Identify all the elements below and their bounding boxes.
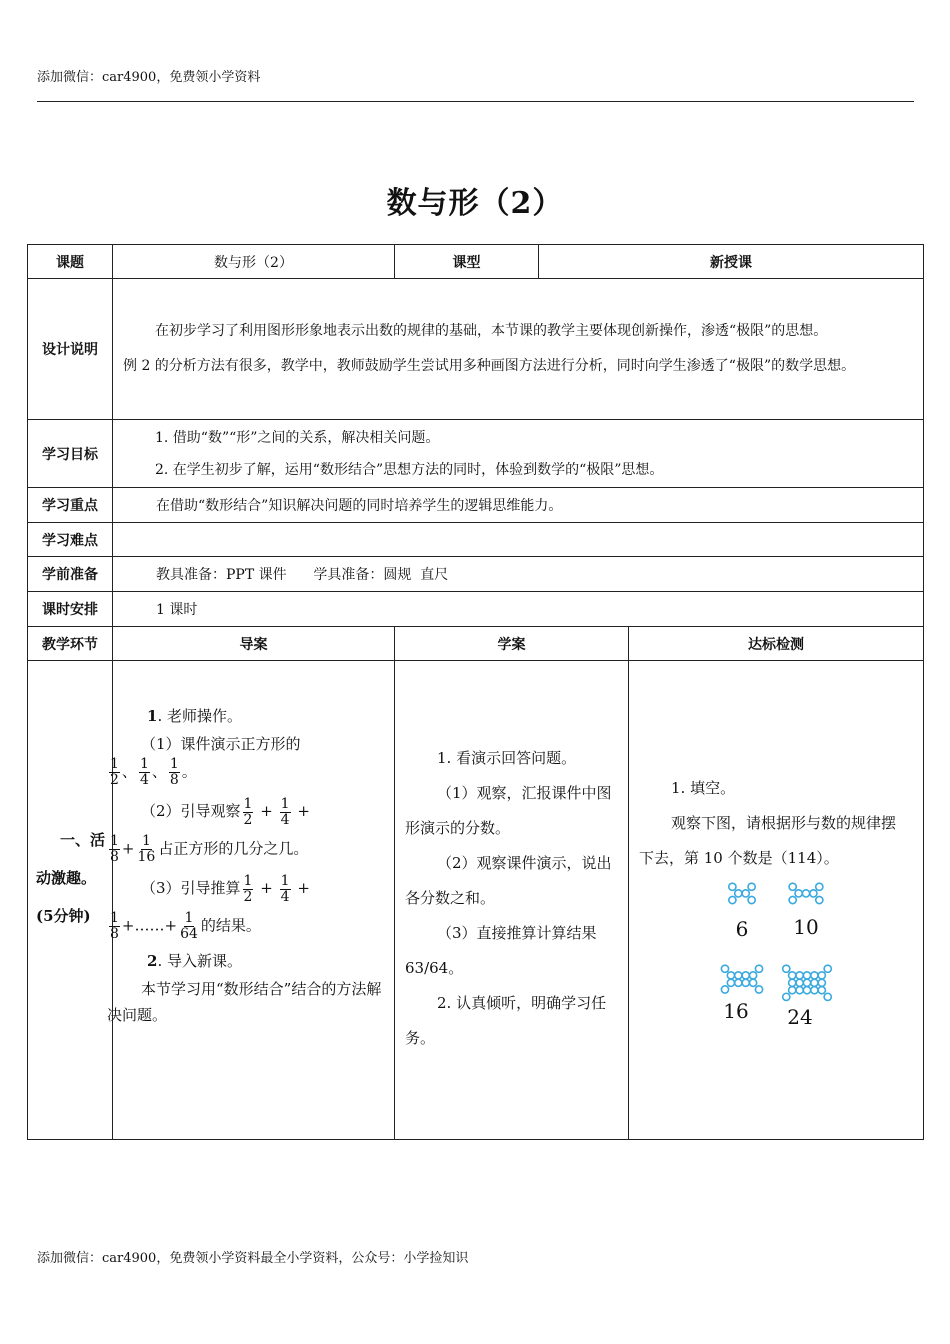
footer-note: 添加微信：car4900，免费领小学资料最全小学资料，公众号：小学捡知识 [37,1251,469,1266]
pattern-dot [750,972,757,979]
goal-2: 2. 在学生初步了解，运用“数形结合”思想方法的同时，体验到数学的“极限”思想。 [155,461,664,478]
pattern-4-count: 24 [787,1005,813,1029]
guide-step-2 [141,946,382,976]
study-item-1a: （1）观察，汇报课件中图形演示的分数。 [405,784,612,837]
focus-label: 学习重点 [28,488,113,523]
row-time [28,592,924,627]
row-goals [28,420,924,488]
guide-step-1-text: . 老师操作。 [157,707,242,725]
guide-step-2-text: . 导入新课。 [157,952,242,970]
pattern-corner-dot [783,965,790,972]
pattern-2-count: 10 [793,915,819,939]
pattern-dot [803,972,810,979]
focus-value: 在借助“数形结合”知识解决问题的同时培养学生的逻辑思维能力。 [113,488,924,523]
pattern-3 [717,962,767,1023]
pattern-3-count: 16 [723,999,749,1023]
guide-sub-2-cont: $\frac{1}{8}$ + $\frac{1}{16}$ 占正方形的几分之几。 [110,833,309,865]
stage-header: 教学环节 [28,627,113,661]
pattern-corner-dot [816,896,823,903]
pattern-dot [742,972,749,979]
prep-value: 教具准备：PPT 课件 学具准备：圆规 直尺 [113,557,924,592]
design-paragraph-2: 例 2 的分析方法有很多，教学中，教师鼓励学生尝试用多种画图方法进行分析，同时向学生渗透了“极限”的数学思想。 [123,358,856,374]
guide-sub-2: （2）引导观察 $\frac{1}{2}$ + $\frac{1}{4}$ + [141,795,310,828]
guide-step-2-num: 2 [147,952,158,970]
pattern-corner-dot [816,883,823,890]
row-topic [28,245,924,279]
guide-step-1 [141,701,382,731]
header-divider [37,101,914,102]
guide-sub-3-cont: $\frac{1}{8}$ +……+ $\frac{1}{64}$ 的结果。 [110,910,261,942]
pattern-dot [727,972,734,979]
header-note: 添加微信：car4900，免费领小学资料 [37,70,261,85]
pattern-dot [803,979,810,986]
pattern-corner-dot [789,896,796,903]
activity-stage-text: 一、活动激趣。(5分钟) [36,831,106,925]
pattern-dot [818,979,825,986]
pattern-corner-dot [748,883,755,890]
row-design [28,279,924,420]
pattern-dot [796,979,803,986]
difficulty-value [113,523,924,557]
activity-check [629,661,924,1140]
pattern-corner-dot [748,896,755,903]
row-focus [28,488,924,523]
pattern-dot [727,979,734,986]
pattern-dot [818,972,825,979]
pattern-dot [789,979,796,986]
pattern-2-dots [781,880,831,912]
pattern-dot [802,890,809,897]
lesson-type-label: 课型 [395,245,539,279]
pattern-dot [818,987,825,994]
guide-sub-1-fractions: $\frac{1}{2}$ 、 $\frac{1}{4}$ 、 $\frac{1}{8}$ 。 [110,756,197,788]
study-item-1c: （3）直接推算计算结果 63/64。 [405,924,597,977]
pattern-dot [810,890,817,897]
fraction-1-2: $\frac{1}{2}$ [110,756,119,788]
guide-sub-3-tail: 的结果。 [200,916,261,935]
row-section-header [28,627,924,661]
pattern-corner-dot [755,986,762,993]
pattern-dot [803,987,810,994]
pattern-corner-dot [729,896,736,903]
study-item-1b: （2）观察课件演示，说出各分数之和。 [405,854,612,907]
guide-step-1-num: 1 [147,707,158,725]
pattern-corner-dot [729,883,736,890]
activity-guide [107,661,395,1140]
pattern-dot [742,890,749,897]
pattern-corner-dot [721,986,728,993]
guide-sub-3-text: （3）引导推算 [141,879,241,897]
document-title: 数与形（2） [386,186,564,221]
topic-label: 课题 [28,245,113,279]
time-value: 1 课时 [113,592,924,627]
pattern-dot [735,972,742,979]
prep-label: 学前准备 [28,557,113,592]
guide-sub-1-text: （1）课件演示正方形的 [141,735,301,753]
goal-1: 1. 借助“数”“形”之间的关系，解决相关问题。 [155,429,440,446]
pattern-corner-dot [721,965,728,972]
pattern-4 [781,962,833,1029]
pattern-1 [717,880,767,941]
study-item-2: 2. 认真倾听，明确学习任务。 [405,994,607,1047]
pattern-dot [742,979,749,986]
goals-text [113,420,924,488]
pattern-2 [781,880,831,939]
row-activity [28,661,924,1140]
guide-step-2-body: 本节学习用“数形结合”结合的方法解决问题。 [107,980,382,1024]
design-text [113,279,924,420]
pattern-dot [789,972,796,979]
row-difficulty [28,523,924,557]
pattern-figure [717,880,847,1030]
fraction-1-4: $\frac{1}{4}$ [139,756,149,788]
study-item-1: 1. 看演示回答问题。 [437,749,577,767]
check-item-1: 1. 填空。 [671,779,736,797]
lesson-plan-table [27,244,924,1140]
goals-label: 学习目标 [28,420,113,488]
difficulty-label: 学习难点 [28,523,113,557]
fraction-1-8: $\frac{1}{8}$ [169,756,179,788]
pattern-dot [796,972,803,979]
guide-sub-2-text: （2）引导观察 [141,802,241,820]
design-paragraph-1: 在初步学习了利用图形形象地表示出数的规律的基础，本节课的教学主要体现创新操作，渗透“极限”的思想。 [155,323,828,339]
pattern-corner-dot [789,883,796,890]
guide-sub-2-tail: 占正方形的几分之几。 [158,839,309,858]
pattern-corner-dot [824,993,831,1000]
study-header: 学案 [395,627,629,661]
pattern-dot [735,890,742,897]
pattern-dot [811,979,818,986]
check-text: 观察下图，请根据形与数的规律摆下去，第 10 个数是（114）。 [639,814,897,867]
guide-sub-3: （3）引导推算 $\frac{1}{2}$ + $\frac{1}{4}$ + [141,872,310,905]
pattern-dot [789,987,796,994]
activity-stage [28,661,113,1140]
lesson-type-value: 新授课 [539,245,924,279]
topic-value: 数与形（2） [113,245,395,279]
guide-sub-1 [141,731,382,757]
pattern-dot [796,987,803,994]
pattern-dot [750,979,757,986]
design-label: 设计说明 [28,279,113,420]
activity-study [395,661,629,1140]
pattern-corner-dot [755,965,762,972]
time-label: 课时安排 [28,592,113,627]
pattern-dot [735,979,742,986]
pattern-dot [795,890,802,897]
pattern-1-dots [717,880,767,912]
guide-header: 导案 [113,627,395,661]
row-prep [28,557,924,592]
pattern-1-count: 6 [735,917,749,941]
pattern-dot [811,987,818,994]
pattern-dot [811,972,818,979]
pattern-corner-dot [824,965,831,972]
check-header: 达标检测 [629,627,924,661]
